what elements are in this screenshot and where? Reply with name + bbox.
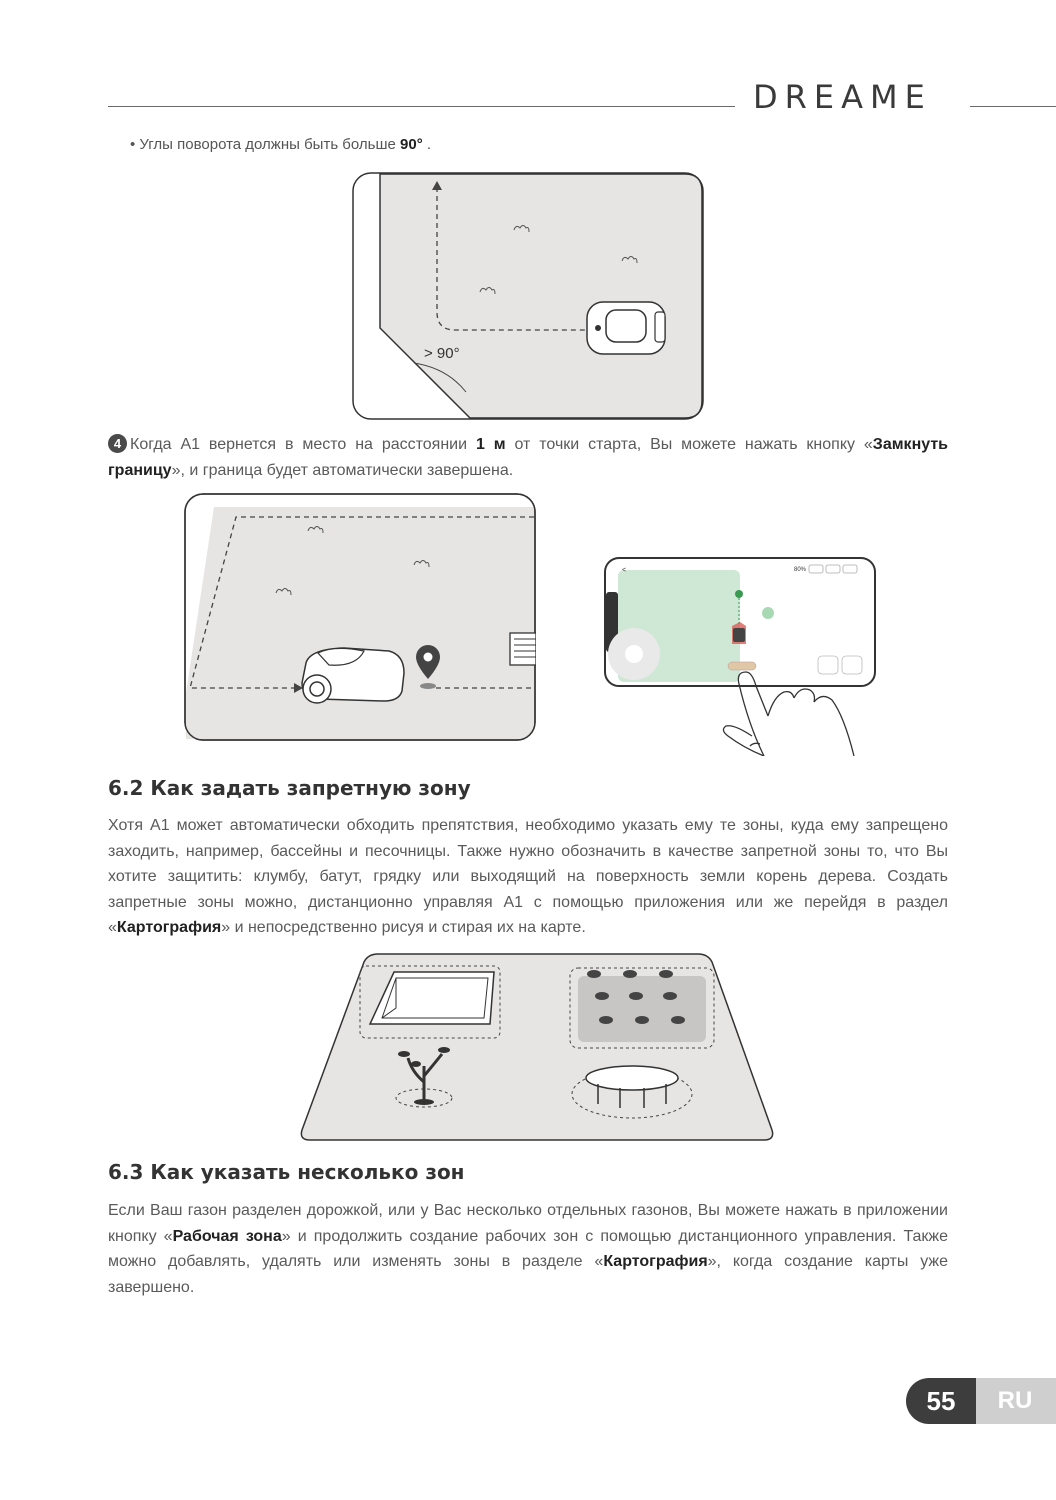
figure-corner-turn	[352, 172, 704, 420]
page-badge	[906, 1378, 1056, 1424]
header-rule-left	[108, 106, 735, 107]
section-6-2-title: 6.2 Как задать запретную зону	[108, 776, 471, 800]
figure-boundary-closing	[184, 493, 536, 741]
charging-station-icon	[510, 633, 536, 665]
page-number: 55	[906, 1378, 976, 1424]
section-6-3-paragraph: Если Ваш газон разделен дорожкой, или у Вас несколько отдельных газонов, Вы можете нажать в приложении кнопку «Рабочая зона» и продолжить создание рабочих зон с помощью дистанционного управления. Также можно добавлять, удалять или изменять зоны в разделе «Картография», когда создание карты уже завершено.	[108, 1202, 948, 1296]
mower-icon	[587, 302, 665, 354]
header-rule-right	[970, 106, 1056, 107]
section-6-2-paragraph: Хотя A1 может автоматически обходить препятствия, необходимо указать ему те зоны, куда ему запрещено заходить, например, бассейны и песочницы. Также нужно обозначить в качестве запретной зоны то, что Вы хотите защитить: клумбу, батут, грядку или выходящий на поверхность земли корень дерева. Создать запретные зоны можно, дистанционно управляя A1 с помощью приложения или же перейдя в раздел «Картография» и непосредственно рисуя и стирая их на карте.	[108, 817, 948, 936]
language-label: RU	[974, 1378, 1056, 1424]
step4-paragraph: 4 Когда A1 вернется в место на расстоянии 1 м от точки старта, Вы можете нажать кнопку «Замкнуть границу», и граница будет автоматически завершена.	[108, 436, 948, 479]
section-6-3-title: 6.3 Как указать несколько зон	[108, 1160, 465, 1184]
angle-value: 90°	[400, 136, 423, 153]
mower-icon	[302, 648, 404, 703]
battery-indicator: 80%	[794, 567, 807, 573]
figure-no-go-zones	[298, 952, 776, 1142]
flowerbed-icon	[570, 968, 714, 1048]
angle-label: > 90°	[424, 345, 460, 362]
brand-logo: DREAME	[753, 78, 932, 116]
step-number-badge: 4	[108, 434, 127, 453]
svg-text:<: <	[622, 567, 627, 574]
figure-phone-app	[604, 556, 880, 756]
bullet-turn-angle: • Углы поворота должны быть больше 90° .	[130, 136, 432, 153]
